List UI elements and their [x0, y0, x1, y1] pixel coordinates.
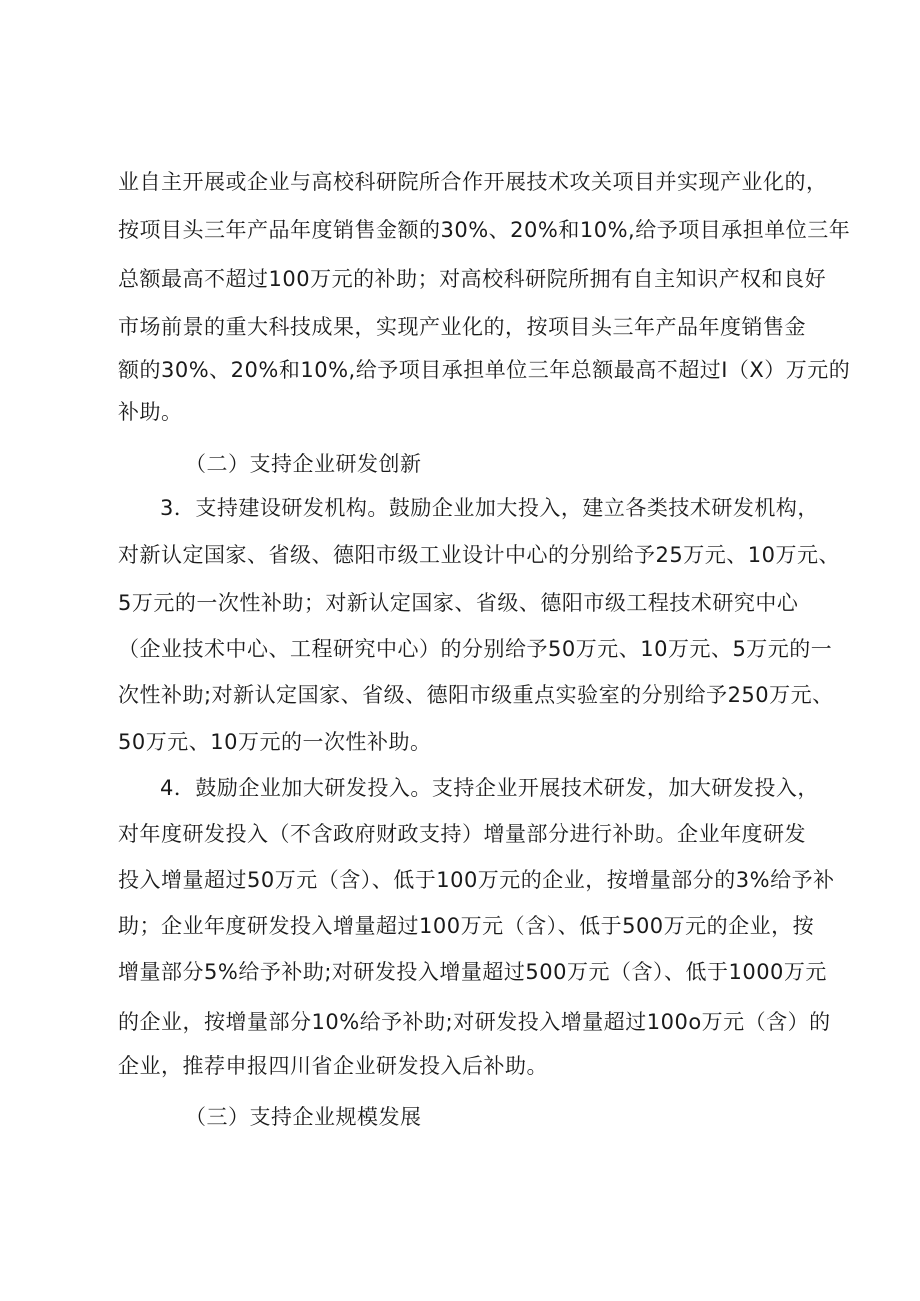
- text-line: 补助。: [118, 400, 183, 424]
- text-line: 5万元的一次性补助；对新认定国家、省级、德阳市级工程技术研究中心: [118, 591, 799, 615]
- section-heading: （三）支持企业规模发展: [185, 1105, 422, 1129]
- text-line: 次性补助;对新认定国家、省级、德阳市级重点实验室的分别给予250万元、: [118, 683, 834, 707]
- text-line: 对新认定国家、省级、德阳市级工业设计中心的分别给予25万元、10万元、: [118, 543, 840, 567]
- text-line: 市场前景的重大科技成果，实现产业化的，按项目头三年产品年度销售金: [118, 315, 806, 339]
- text-line: （企业技术中心、工程研究中心）的分别给予50万元、10万元、5万元的一: [118, 637, 833, 661]
- text-line: 的企业，按增量部分10%给予补助;对研发投入增量超过100o万元（含）的: [118, 1010, 831, 1034]
- text-line: 50万元、10万元的一次性补助。: [118, 730, 432, 754]
- text-line: 4．鼓励企业加大研发投入。支持企业开展技术研发，加大研发投入，: [160, 776, 819, 800]
- text-line: 投入增量超过50万元（含）、低于100万元的企业，按增量部分的3%给予补: [118, 868, 835, 892]
- text-line: 3．支持建设研发机构。鼓励企业加大投入，建立各类技术研发机构，: [160, 496, 819, 520]
- text-line: 总额最高不超过100万元的补助；对高校科研院所拥有自主知识产权和良好: [118, 267, 827, 291]
- text-line: 企业，推荐申报四川省企业研发投入后补助。: [118, 1054, 548, 1078]
- text-line: 对年度研发投入（不含政府财政支持）增量部分进行补助。企业年度研发: [118, 822, 806, 846]
- section-heading: （二）支持企业研发创新: [185, 452, 422, 476]
- text-line: 业自主开展或企业与高校科研院所合作开展技术攻关项目并实现产业化的，: [118, 170, 828, 194]
- text-line: 增量部分5%给予补助;对研发投入增量超过500万元（含）、低于1000万元: [118, 960, 827, 984]
- text-line: 按项目头三年产品年度销售金额的30%、20%和10%,给予项目承担单位三年: [118, 218, 851, 242]
- text-line: 助；企业年度研发投入增量超过100万元（含）、低于500万元的企业，按: [118, 914, 815, 938]
- text-line: 额的30%、20%和10%,给予项目承担单位三年总额最高不超过I（X）万元的: [118, 358, 851, 382]
